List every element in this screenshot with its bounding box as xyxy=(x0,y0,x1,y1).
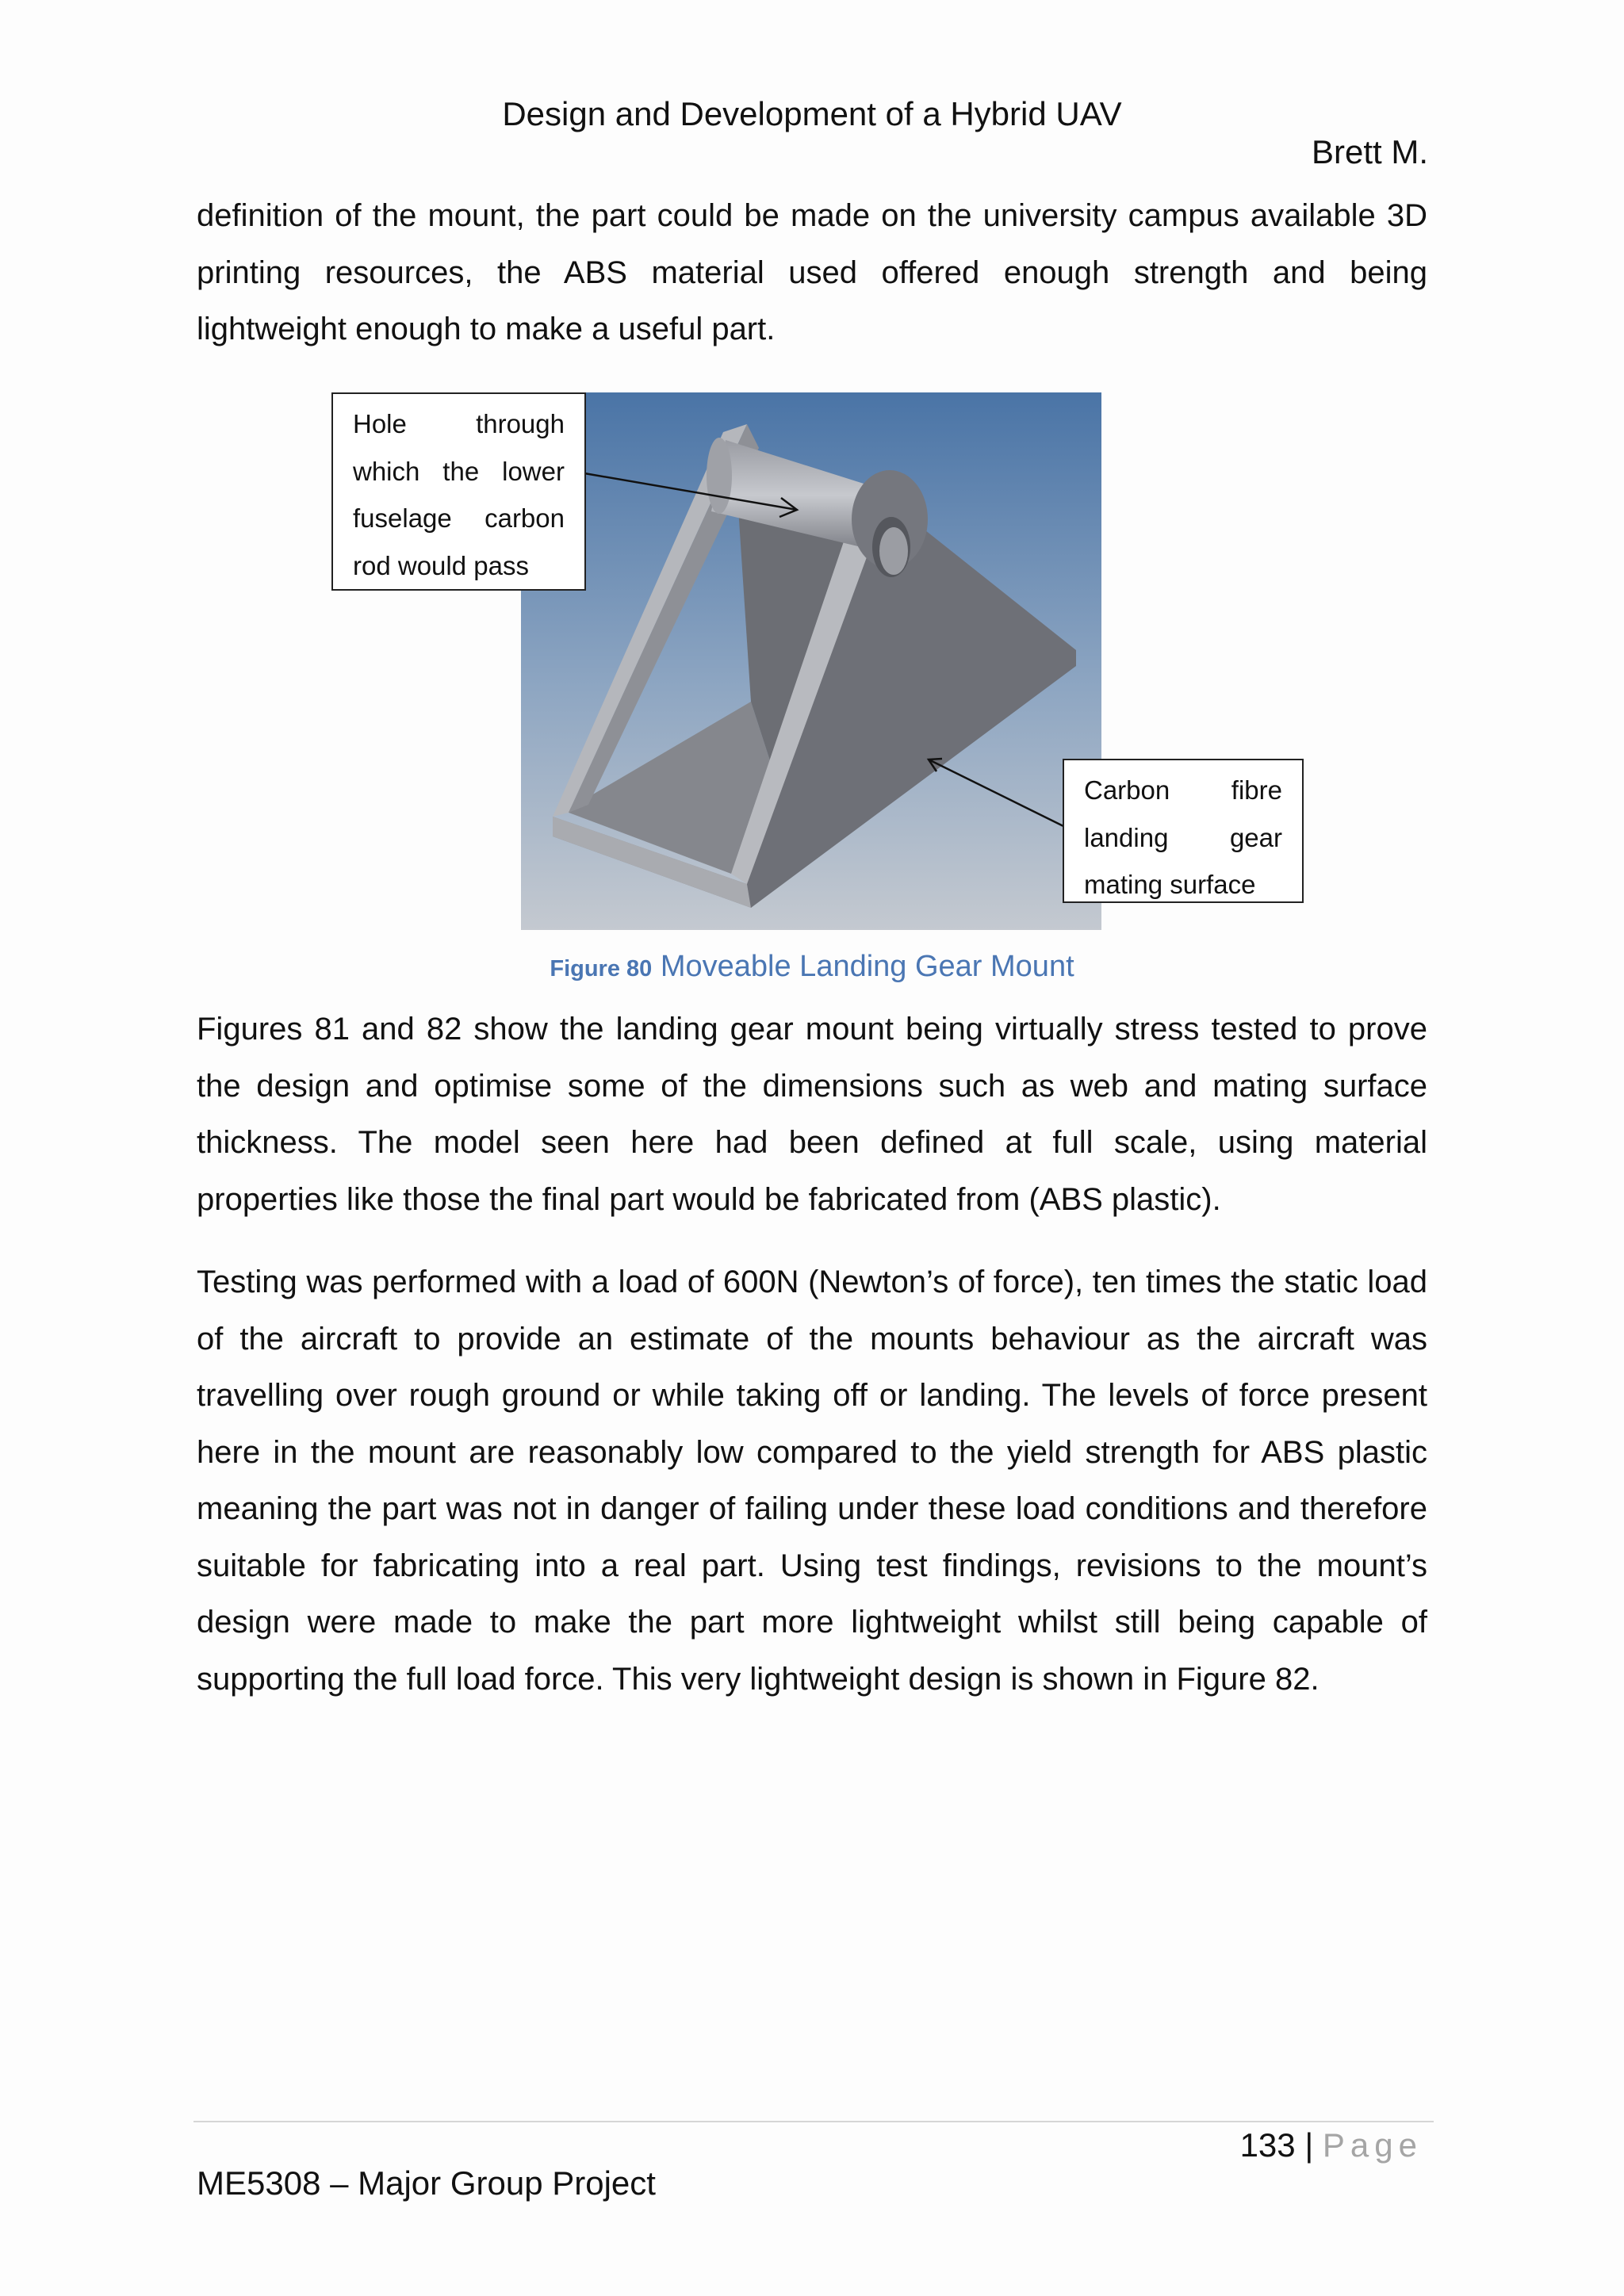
figure-caption xyxy=(0,946,1624,989)
header-title: Design and Development of a Hybrid UAV xyxy=(502,95,1122,132)
callout-carbon-line: landing gear xyxy=(1084,822,1282,852)
callout-carbon-line: Carbon fibre xyxy=(1084,775,1282,805)
page-number-value: 133 | xyxy=(1239,2126,1314,2164)
footer-project: ME5308 – Major Group Project xyxy=(197,2164,656,2202)
callout-hole-line: fuselage carbon xyxy=(353,503,565,533)
page-number xyxy=(1240,2123,1423,2168)
paragraph-1: definition of the mount, the part could be made on the university campus available 3D printing resources, the ABS material used offered enough strength and being lightweight enough to make a useful part. xyxy=(197,198,1427,346)
carbon-arrow-line xyxy=(929,760,1063,826)
page-word: Page xyxy=(1322,2126,1423,2164)
caption-text: Moveable Landing Gear Mount xyxy=(660,950,1074,983)
paragraph-2: Figures 81 and 82 show the landing gear mount being virtually stress tested to prove the design and optimise some of the dimensions such as web and mating surface thickness. The model seen here had been defined at full scale, using material properties like those the final part would be fabricated from (ABS plastic). xyxy=(197,1012,1427,1217)
hole-arrow-line xyxy=(584,473,797,510)
header-author: Brett M. xyxy=(1311,133,1428,170)
callout-arrows xyxy=(521,392,1101,930)
callout-carbon xyxy=(1063,759,1304,903)
callout-hole-line: Hole through xyxy=(353,409,565,438)
callout-hole-line: rod would pass xyxy=(353,550,529,580)
footer-divider xyxy=(193,2121,1434,2122)
paragraph-3: Testing was performed with a load of 600N (Newton’s of force), ten times the static load of the aircraft to provide an estimate of the mounts behaviour as the aircraft was travelling over rough ground or while taking off or landing. The levels of force present here in the mount are reasonably low compared to the yield strength for ABS plastic meaning the part was not in danger of failing under these load conditions and therefore suitable for fabricating into a real part. Using test findings, revisions to the mount’s design were made to make the part more lightweight whilst still being capable of supporting the full load force. This very lightweight design is shown in Figure 82. xyxy=(197,1265,1427,1697)
caption-label: Figure 80 xyxy=(550,956,653,982)
callout-hole-line: which the lower xyxy=(353,456,565,486)
callout-carbon-line: mating surface xyxy=(1084,870,1256,899)
callout-hole xyxy=(331,392,586,591)
